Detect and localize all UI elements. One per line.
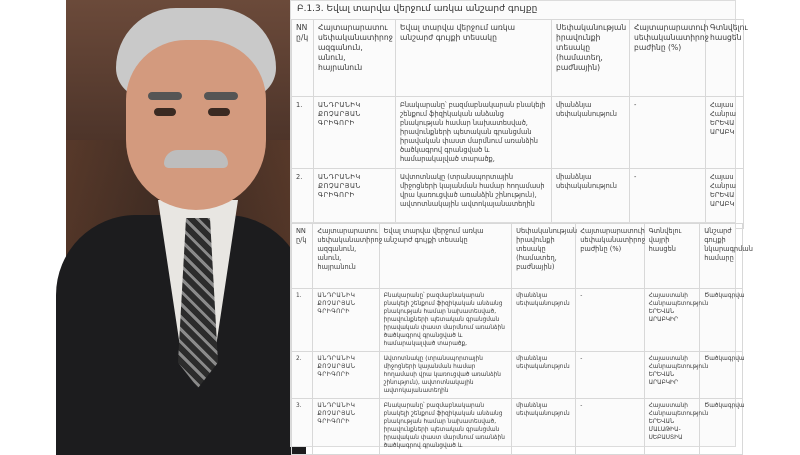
owner-name: ԱՆԴՐԱՆԻԿ ՔՈՉԱՐՅԱՆ ԳՐԻԳՈՐԻ	[313, 352, 379, 399]
owner-share: -	[576, 352, 644, 399]
property-address: Հայաս Հանրա ԵՐԵՎԱ ԱՐԱԲԿ	[706, 97, 744, 169]
ownership-right: միանձնյա սեփականություն	[512, 352, 576, 399]
table-row	[292, 97, 744, 169]
owner-share: -	[630, 97, 706, 169]
property-description: Ծածկագրվա	[700, 399, 743, 455]
property-type: Ավտոտնակը (տրանսպորտային միջոցների կայանման համար հողամասի վրա կառուցված առանձին շինություն), ավտոտնակային ավտոկայանատեղին	[379, 352, 512, 399]
col-header: NN ը/կ	[292, 224, 313, 289]
col-header: Հայտարարատու սեփականատիրոջ ազգանուն, անուն, հայրանուն	[313, 224, 379, 289]
col-header: Անշարժ գույքի նկարագրման համարը	[700, 224, 743, 289]
ownership-right: միանձնյա սեփականություն	[552, 169, 630, 229]
row-number: 3.	[292, 399, 313, 455]
row-number: 1.	[292, 289, 313, 352]
portrait-photo	[66, 0, 290, 445]
row-number: 2.	[292, 352, 313, 399]
table-row	[292, 289, 743, 352]
col-header: Գտնվելու հասցեն	[706, 20, 744, 97]
table-row	[292, 169, 744, 229]
property-type: Բնակարանը՝ բազմաբնակարան բնակելի շենքում ֆիզիկական անձանց բնակության համար նախատեսված, իրավունքների պետական գրանցման իրավական փաստ մարմնում առանձին ծածկագրով գրանցված և համարակալված տարածք,	[396, 97, 552, 169]
col-header: Հայտարարատուի սեփականատիրոջ բաժինը (%)	[576, 224, 644, 289]
col-header: Սեփականության իրավունքի տեսակը (համատեղ, բաժնային)	[552, 20, 630, 97]
ownership-right: միանձնյա սեփականություն	[512, 399, 576, 455]
property-description: Ծածկագրվա	[700, 289, 743, 352]
table-row	[292, 352, 743, 399]
article-image	[66, 0, 753, 449]
owner-share: -	[576, 289, 644, 352]
table-header-row	[292, 20, 744, 97]
face	[126, 40, 266, 210]
property-description: Ծածկագրվա	[700, 352, 743, 399]
ownership-right: միանձնյա սեփականություն	[512, 289, 576, 352]
property-table	[291, 223, 753, 455]
table-header-row	[292, 224, 743, 289]
ownership-right: միանձնյա սեփականություն	[552, 97, 630, 169]
table-row	[292, 399, 743, 455]
property-type: Բնակարանը՝ բազմաբնակարան բնակելի շենքում ֆիզիկական անձանց բնակության համար նախատեսված, իրավունքների պետական գրանցման իրավական փաստ մարմնում առանձին ծածկագրով գրանցված և համարակալված տարածք,	[379, 289, 512, 352]
col-header: Եվալ տարվա վերջում առկա անշարժ գույքի տեսակը	[396, 20, 552, 97]
col-header: Հայտարարատուի սեփականատիրոջ բաժինը (%)	[630, 20, 706, 97]
property-table	[291, 19, 748, 229]
owner-name: ԱՆԴՐԱՆԻԿ ՔՈՉԱՐՅԱՆ ԳՐԻԳՈՐԻ	[314, 169, 396, 229]
row-number: 2.	[292, 169, 314, 229]
owner-name: ԱՆԴՐԱՆԻԿ ՔՈՉԱՐՅԱՆ ԳՐԻԳՈՐԻ	[314, 97, 396, 169]
row-number: 1.	[292, 97, 314, 169]
property-address: Հայաս Հանրա ԵՐԵՎԱ ԱՐԱԲԿ	[706, 169, 744, 229]
col-header: Գտնվելու վայրի հասցեն	[644, 224, 700, 289]
owner-name: ԱՆԴՐԱՆԻԿ ՔՈՉԱՐՅԱՆ ԳՐԻԳՈՐԻ	[313, 289, 379, 352]
property-type: Բնակարանը՝ բազմաբնակարան բնակելի շենքում ֆիզիկական անձանց բնակության համար նախատեսված, իրավունքների պետական գրանցման իրավական փաստ մարմնում առանձին ծածկագրով գրանցված և	[379, 399, 512, 455]
owner-name: ԱՆԴՐԱՆԻԿ ՔՈՉԱՐՅԱՆ ԳՐԻԳՈՐԻ	[313, 399, 379, 455]
owner-share: -	[576, 399, 644, 455]
property-address: Հայաստանի Հանրապետություն ԵՐԵՎԱՆ ԱՐԱԲԿԻՐ	[644, 289, 700, 352]
property-address: Հայաստանի Հանրապետություն ԵՐԵՎԱՆ ՄԱԼԱԹԻԱ-ՍԵԲԱՍՏԻԱ	[644, 399, 700, 455]
property-type: Ավտոտնակը (տրանսպորտային միջոցների կայանման համար հողամասի վրա կառուցված առանձին շինություն), ավտոտնակային ավտոկայանատեղին	[396, 169, 552, 229]
col-header: Սեփականության իրավունքի տեսակը (համատեղ, բաժնային)	[512, 224, 576, 289]
owner-share: -	[630, 169, 706, 229]
col-header: Եվալ տարվա վերջում առկա անշարժ գույքի տեսակը	[379, 224, 512, 289]
declaration-table-top	[290, 0, 748, 224]
table-caption: Բ.1.3. Եվալ տարվա վերջում առկա անշարժ գույքը	[297, 4, 538, 14]
property-address: Հայաստանի Հանրապետություն ԵՐԵՎԱՆ ԱՐԱԲԿԻՐ	[644, 352, 700, 399]
col-header: Հայտարարատու սեփականատիրոջ ազգանուն, անուն, հայրանուն	[314, 20, 396, 97]
col-header: NN ը/կ	[292, 20, 314, 97]
declaration-table-bottom	[290, 222, 753, 449]
mustache	[164, 150, 228, 168]
